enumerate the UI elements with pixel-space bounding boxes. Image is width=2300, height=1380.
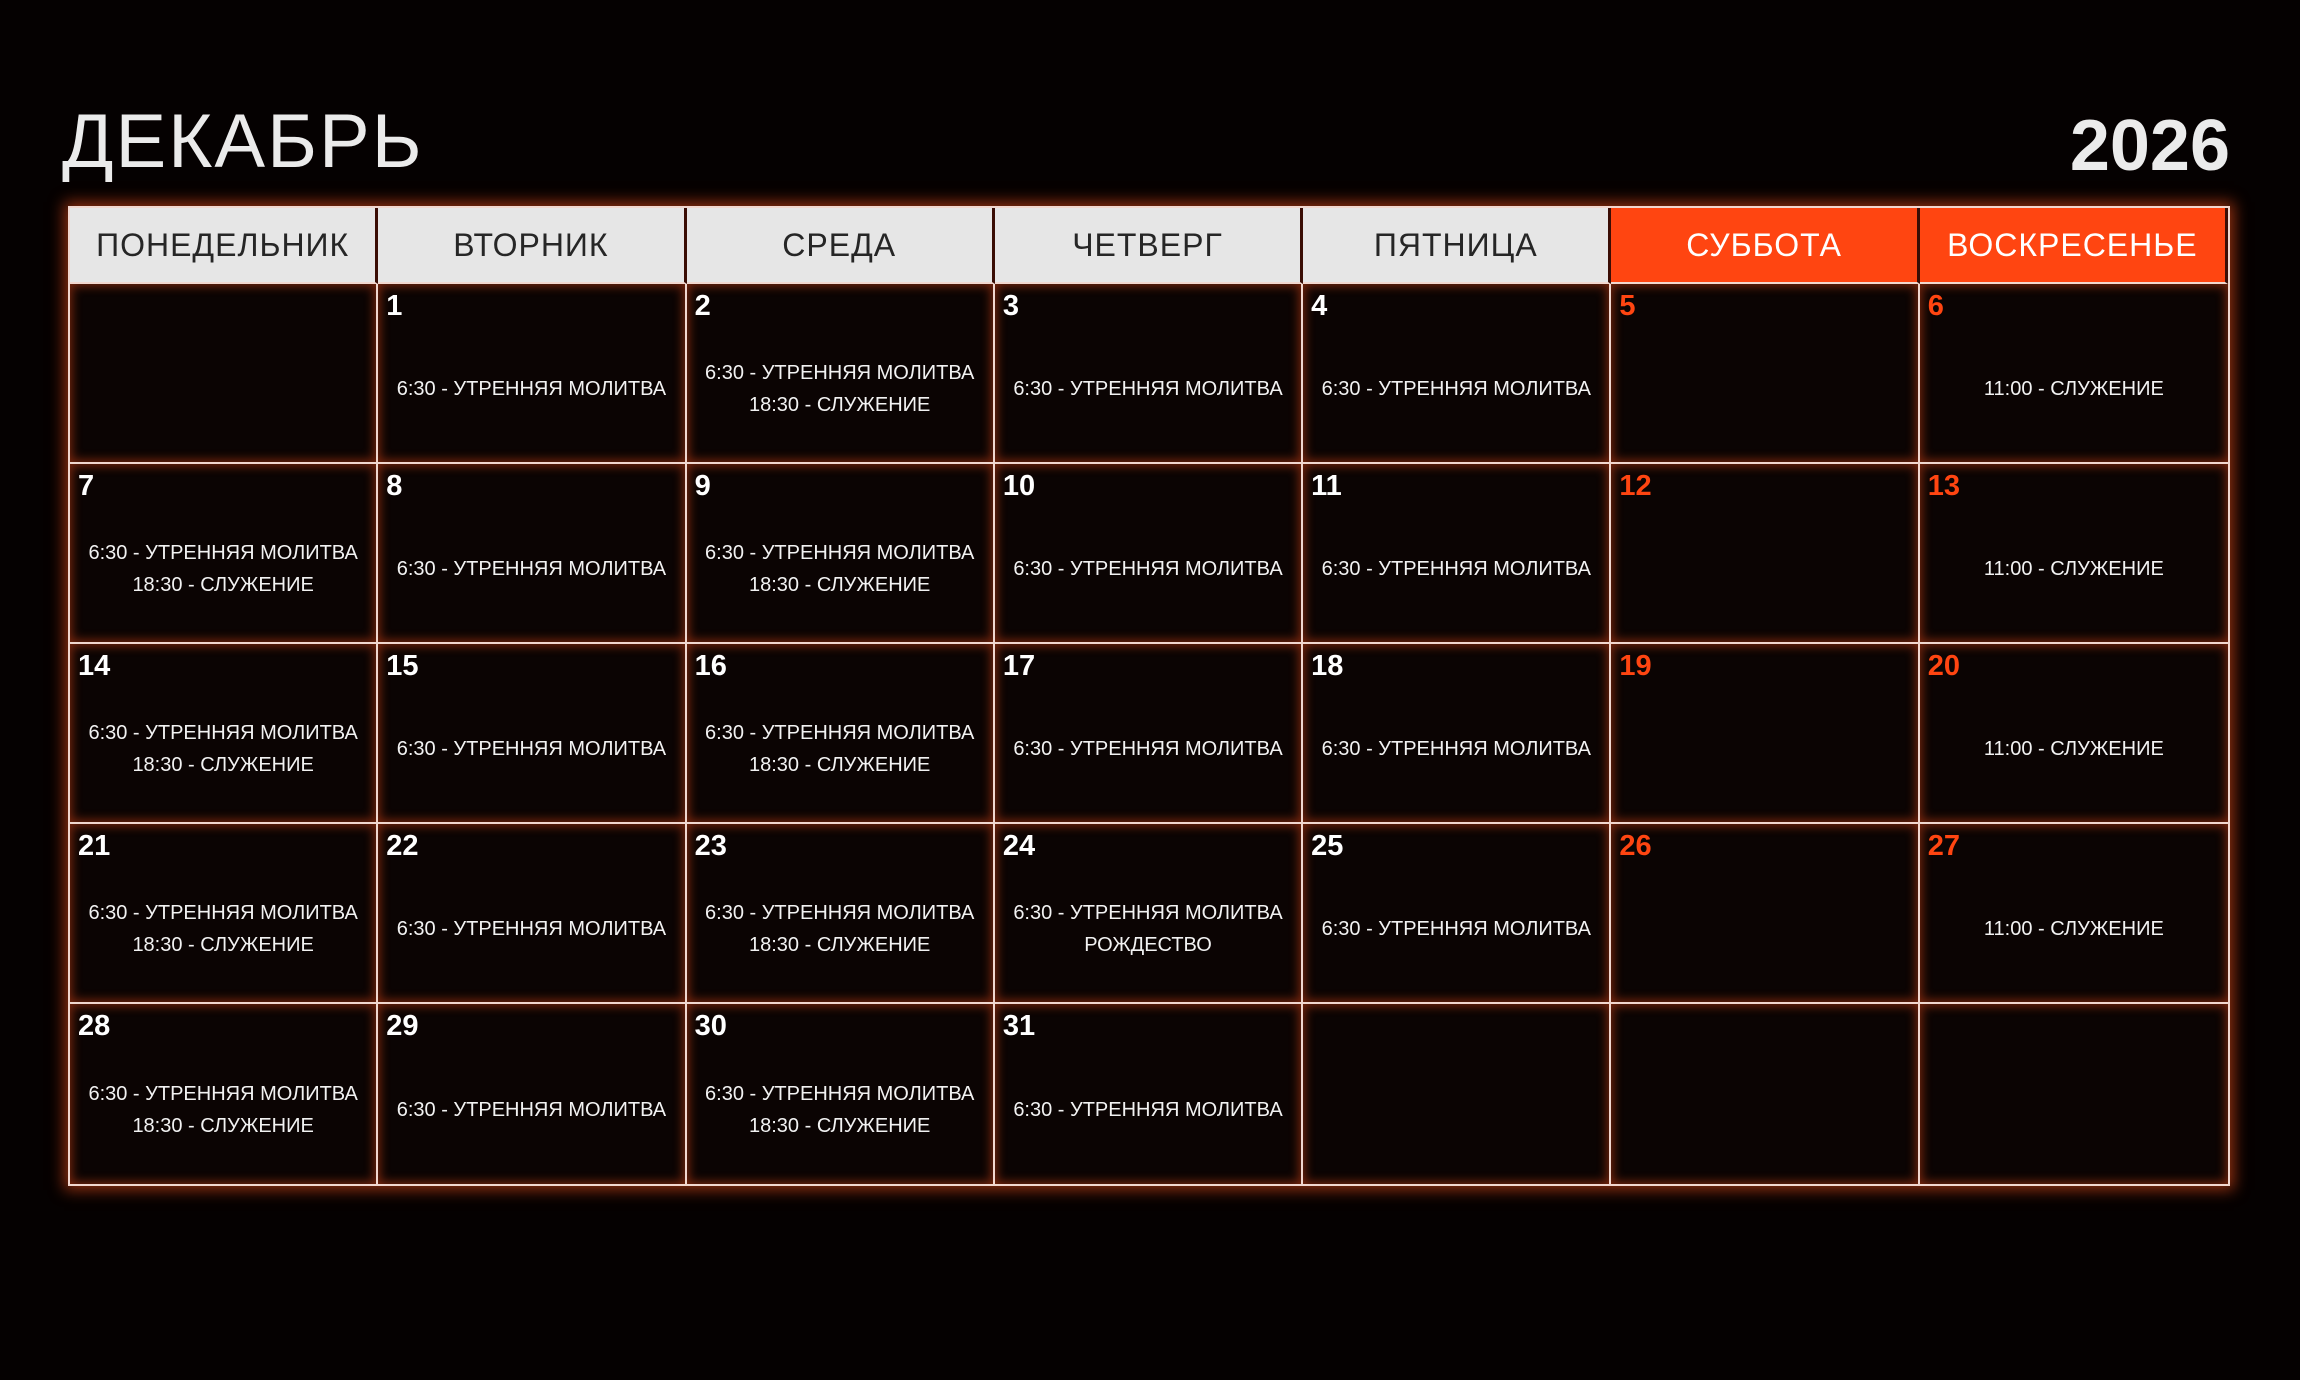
day-cell[interactable] [995,284,1303,464]
day-number: 6 [1927,290,1944,322]
day-cell[interactable] [70,1004,378,1184]
event-list [70,874,376,984]
event-entry: 6:30 - УТРЕННЯЯ МОЛИТВА [705,1083,975,1105]
weekday-header: ВОСКРЕСЕНЬЕ [1920,208,2228,284]
day-number: 30 [694,1010,727,1042]
event-list [70,1054,376,1166]
day-cell[interactable] [70,824,378,1004]
event-entry: 6:30 - УТРЕННЯЯ МОЛИТВА [1321,378,1591,400]
event-list [1303,694,1609,804]
day-number: 26 [1619,830,1652,862]
event-list [1920,334,2228,444]
event-entry: 6:30 - УТРЕННЯЯ МОЛИТВА [88,1083,358,1105]
day-number: 12 [1619,470,1652,502]
event-entry: 18:30 - СЛУЖЕНИЕ [132,574,314,596]
day-cell[interactable] [378,644,686,824]
day-cell[interactable] [995,464,1303,644]
event-entry: 18:30 - СЛУЖЕНИЕ [749,394,931,416]
day-cell[interactable] [687,1004,995,1184]
day-cell[interactable] [378,824,686,1004]
day-number: 28 [78,1010,111,1042]
empty-day-cell [1611,1004,1919,1184]
event-entry: 18:30 - СЛУЖЕНИЕ [132,1115,314,1137]
event-list [378,874,684,984]
event-entry: 6:30 - УТРЕННЯЯ МОЛИТВА [396,738,667,760]
day-cell[interactable] [1611,644,1919,824]
day-cell[interactable] [1611,464,1919,644]
day-cell[interactable] [378,284,686,464]
day-cell[interactable] [1920,464,2228,644]
event-entry: 18:30 - СЛУЖЕНИЕ [749,574,931,596]
event-list [687,514,993,624]
day-number: 17 [1002,650,1036,682]
event-entry: 6:30 - УТРЕННЯЯ МОЛИТВА [88,542,358,564]
weekday-header: ПЯТНИЦА [1303,208,1611,284]
weekday-header: ПОНЕДЕЛЬНИК [70,208,378,284]
day-cell[interactable] [687,644,995,824]
event-list [687,334,993,444]
event-list [378,514,684,624]
event-entry: 6:30 - УТРЕННЯЯ МОЛИТВА [1013,558,1283,580]
day-number: 27 [1927,830,1960,862]
day-cell[interactable] [1303,464,1611,644]
day-number: 18 [1311,650,1344,682]
day-number: 19 [1619,650,1652,682]
month-title: ДЕКАБРЬ [62,99,424,184]
event-list [70,694,376,804]
day-number: 24 [1002,830,1036,862]
event-entry: 6:30 - УТРЕННЯЯ МОЛИТВА [396,918,667,940]
event-list [995,874,1301,984]
day-number: 15 [386,650,419,682]
event-entry: 18:30 - СЛУЖЕНИЕ [749,754,931,776]
event-list [687,874,993,984]
event-list [1303,874,1609,984]
event-list [995,334,1301,444]
event-list [995,1054,1301,1166]
day-cell[interactable] [687,284,995,464]
event-entry: 18:30 - СЛУЖЕНИЕ [749,1115,931,1137]
weekday-header: СРЕДА [687,208,995,284]
event-entry: 11:00 - СЛУЖЕНИЕ [1983,558,2164,580]
day-number: 21 [78,830,111,862]
event-list [1920,694,2228,804]
event-entry: 11:00 - СЛУЖЕНИЕ [1983,738,2164,760]
day-cell[interactable] [995,824,1303,1004]
day-cell[interactable] [1303,824,1611,1004]
event-entry: 6:30 - УТРЕННЯЯ МОЛИТВА [1013,378,1283,400]
event-entry: РОЖДЕСТВО [1084,934,1212,956]
day-cell[interactable] [1303,284,1611,464]
event-entry: 6:30 - УТРЕННЯЯ МОЛИТВА [88,722,358,744]
event-list [378,1054,684,1166]
event-list [1303,334,1609,444]
event-entry: 18:30 - СЛУЖЕНИЕ [749,934,931,956]
day-number: 7 [78,470,95,502]
day-cell[interactable] [70,464,378,644]
day-number: 13 [1927,470,1960,502]
event-entry: 6:30 - УТРЕННЯЯ МОЛИТВА [1321,558,1591,580]
day-number: 4 [1311,290,1328,322]
event-entry: 18:30 - СЛУЖЕНИЕ [132,934,314,956]
day-cell[interactable] [1920,644,2228,824]
day-number: 29 [386,1010,419,1042]
event-entry: 6:30 - УТРЕННЯЯ МОЛИТВА [1321,738,1591,760]
day-cell[interactable] [687,824,995,1004]
day-number: 22 [386,830,419,862]
event-entry: 6:30 - УТРЕННЯЯ МОЛИТВА [1321,918,1591,940]
event-list [995,694,1301,804]
event-entry: 6:30 - УТРЕННЯЯ МОЛИТВА [396,558,667,580]
year-title: 2026 [2069,106,2230,186]
empty-day-cell [1303,1004,1611,1184]
day-number: 25 [1311,830,1344,862]
event-entry: 6:30 - УТРЕННЯЯ МОЛИТВА [1013,738,1283,760]
day-number: 14 [78,650,111,682]
day-cell[interactable] [1611,284,1919,464]
event-entry: 6:30 - УТРЕННЯЯ МОЛИТВА [88,902,358,924]
day-cell[interactable] [687,464,995,644]
day-number: 23 [694,830,727,862]
day-cell[interactable] [1920,284,2228,464]
event-entry: 18:30 - СЛУЖЕНИЕ [132,754,314,776]
event-list [1303,514,1609,624]
day-cell[interactable] [995,1004,1303,1184]
event-entry: 6:30 - УТРЕННЯЯ МОЛИТВА [396,1099,667,1121]
event-list [995,514,1301,624]
event-list [378,694,684,804]
day-number: 1 [386,290,403,322]
weekday-header: ЧЕТВЕРГ [995,208,1303,284]
day-cell[interactable] [70,644,378,824]
day-cell[interactable] [1920,824,2228,1004]
event-entry: 6:30 - УТРЕННЯЯ МОЛИТВА [705,902,975,924]
day-number: 20 [1927,650,1960,682]
day-number: 5 [1619,290,1636,322]
event-entry: 11:00 - СЛУЖЕНИЕ [1983,918,2164,940]
day-cell[interactable] [1611,824,1919,1004]
event-list [70,514,376,624]
event-entry: 6:30 - УТРЕННЯЯ МОЛИТВА [1013,1099,1283,1121]
day-cell[interactable] [1303,644,1611,824]
event-entry: 6:30 - УТРЕННЯЯ МОЛИТВА [396,378,667,400]
event-list [687,694,993,804]
day-cell[interactable] [378,1004,686,1184]
event-entry: 6:30 - УТРЕННЯЯ МОЛИТВА [705,542,975,564]
day-cell[interactable] [378,464,686,644]
event-entry: 6:30 - УТРЕННЯЯ МОЛИТВА [1013,902,1283,924]
event-list [1920,514,2228,624]
day-number: 9 [694,470,711,502]
day-number: 11 [1311,470,1342,502]
calendar-grid [68,206,2230,1186]
weekday-header: ВТОРНИК [378,208,686,284]
day-number: 31 [1002,1010,1036,1042]
empty-day-cell [1920,1004,2228,1184]
day-cell[interactable] [995,644,1303,824]
empty-day-cell [70,284,378,464]
day-number: 2 [694,290,711,322]
weekday-header: СУББОТА [1611,208,1919,284]
day-number: 10 [1002,470,1036,502]
event-list [1920,874,2228,984]
event-entry: 6:30 - УТРЕННЯЯ МОЛИТВА [705,362,975,384]
event-entry: 11:00 - СЛУЖЕНИЕ [1983,378,2164,400]
day-number: 8 [386,470,403,502]
event-entry: 6:30 - УТРЕННЯЯ МОЛИТВА [705,722,975,744]
event-list [687,1054,993,1166]
event-list [378,334,684,444]
day-number: 16 [694,650,727,682]
day-number: 3 [1002,290,1019,322]
